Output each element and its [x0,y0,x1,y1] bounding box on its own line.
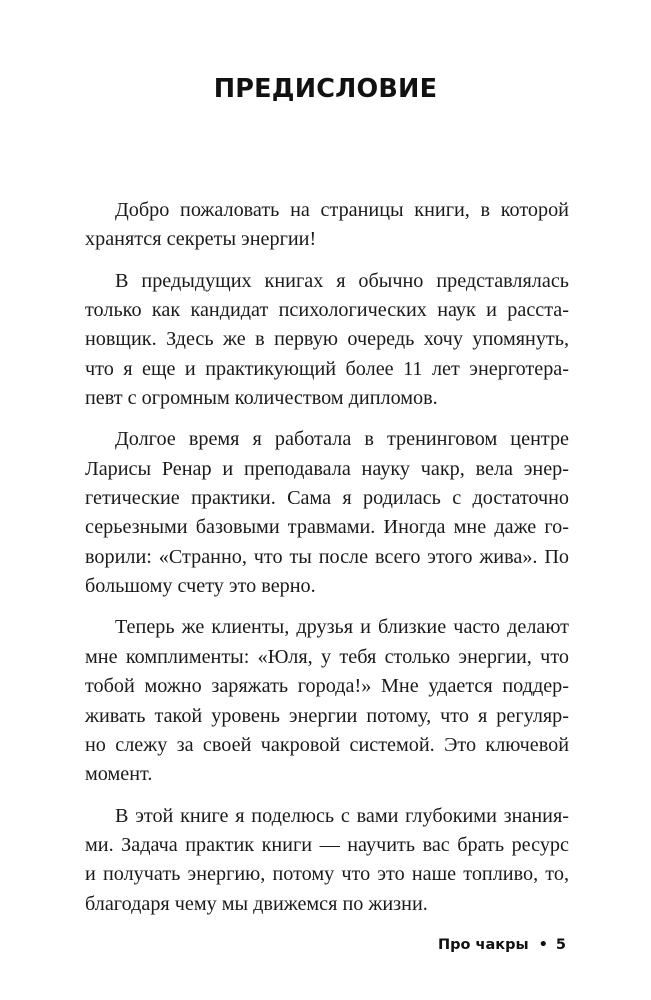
text-line: гетические практики. Сама я родилась с достаточно [85,487,569,510]
chapter-body [85,196,569,931]
text-line: В предыдущих книгах я обычно представлялась [115,269,569,292]
text-line: живать такой уровень энергии потому, что я регуляр- [85,704,569,727]
text-line: хранятся секреты энергии! [85,228,317,251]
paragraph-2 [85,267,569,414]
text-line: серьезными базовыми травмами. Иногда мне даже го- [85,516,569,539]
text-line: Теперь же клиенты, друзья и близкие часто делают [115,616,569,639]
footer-separator: • [538,937,548,953]
text-line: певт с огромным количеством дипломов. [85,387,438,410]
text-line: благодаря чему мы движемся по жизни. [85,892,428,915]
running-footer [438,937,566,953]
footer-book-title: Про чакры [438,937,529,953]
paragraph-3 [85,425,569,601]
text-line: что я еще и практикующий более 11 лет энерготера- [85,357,569,380]
text-line: В этой книге я поделюсь с вами глубокими знания- [115,804,569,827]
text-line: новщик. Здесь же в первую очередь хочу упомянуть, [85,328,569,351]
text-line: Ларисы Ренар и преподавала науку чакр, вела энер- [85,457,569,480]
paragraph-5 [85,802,569,919]
page-number: 5 [555,937,566,953]
text-line: но слежу за своей чакровой системой. Это ключевой [85,733,569,756]
text-line: момент. [85,763,153,786]
text-line: только как кандидат психологических наук и расста- [85,299,569,322]
text-line: и получать энергию, потому что это наше топливо, то, [85,863,569,886]
text-line: большому счету это верно. [85,575,316,598]
chapter-heading: ПРЕДИСЛОВИЕ [213,74,438,104]
paragraph-4 [85,613,569,789]
text-line: Добро пожаловать на страницы книги, в которой [115,199,569,221]
paragraph-1 [85,196,569,255]
text-line: Долгое время я работала в тренинговом центре [115,428,569,451]
text-line: тобой можно заряжать города!» Мне удается поддер- [85,675,569,698]
text-line: ворили: «Странно, что ты после всего этого жива». По [85,545,569,568]
text-line: ми. Задача практик книги — научить вас брать ресурс [85,833,569,856]
text-line: мне комплименты: «Юля, у тебя столько энергии, что [85,645,569,668]
